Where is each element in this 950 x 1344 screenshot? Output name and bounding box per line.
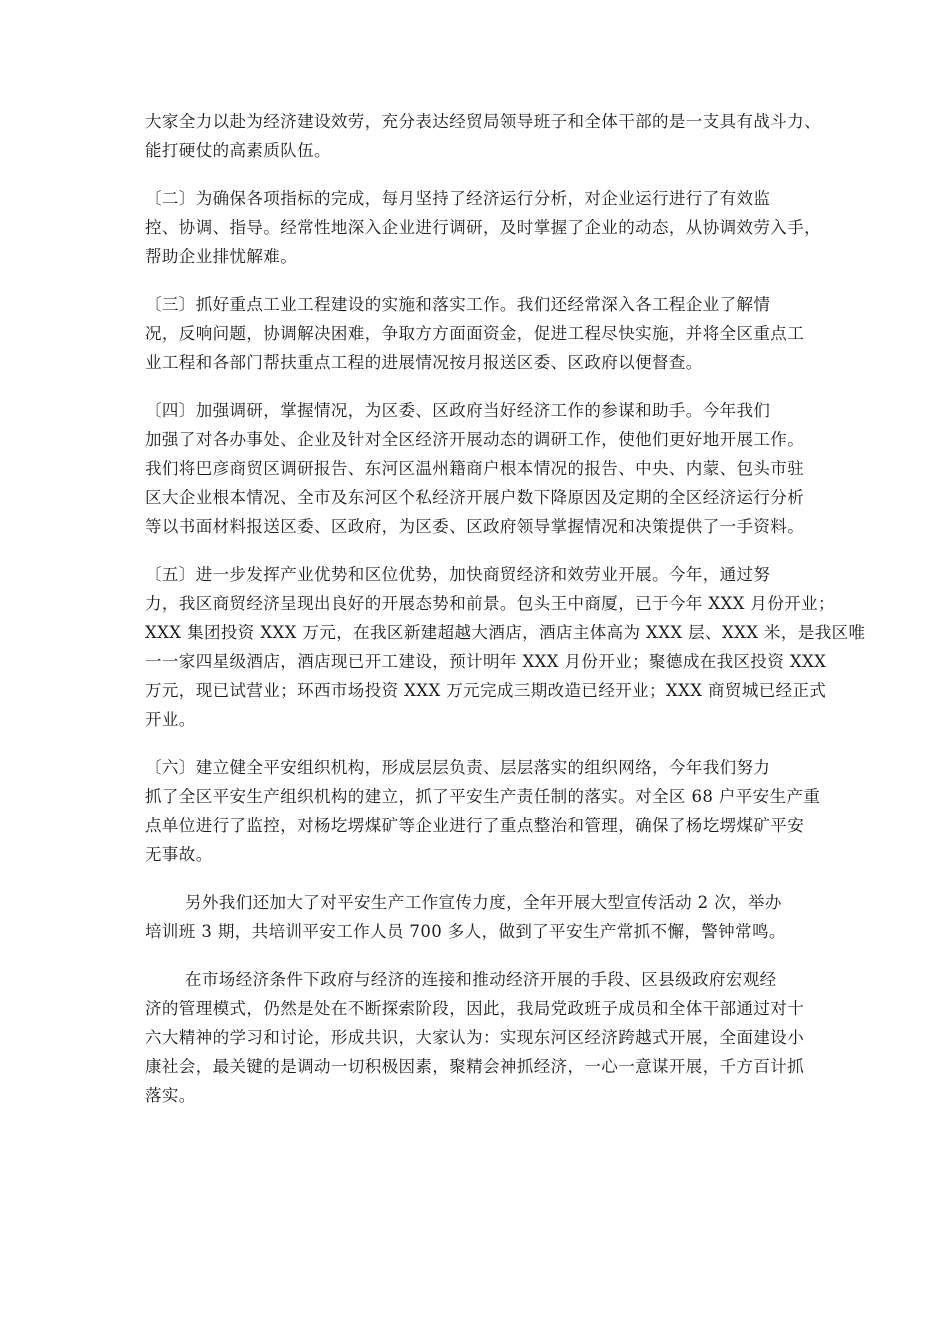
text-line: 等以书面材料报送区委、区政府，为区委、区政府领导掌握情况和决策提供了一手资料。: [145, 517, 805, 536]
text-line: 我们将巴彦商贸区调研报告、东河区温州籍商户根本情况的报告、中央、内蒙、包头市驻: [145, 459, 805, 478]
paragraph-intro-continuation: [145, 107, 821, 165]
text-line: 在市场经济条件下政府与经济的连接和推动经济开展的手段、区县级政府宏观经: [185, 970, 777, 989]
paragraph-safety-publicity: [145, 888, 805, 946]
paragraph-section-4: [145, 396, 805, 541]
text-line: 〔五〕进一步发挥产业优势和区位优势，加快商贸经济和效劳业开展。今年，通过努: [145, 565, 771, 584]
text-line: 万元，现已试营业；环西市场投资 XXX 万元完成三期改造已经开业；XXX 商贸城已经正式: [145, 681, 827, 700]
text-line: 〔二〕为确保各项指标的完成，每月坚持了经济运行分析，对企业运行进行了有效监: [145, 189, 771, 208]
text-line: 点单位进行了监控，对杨圪塄煤矿等企业进行了重点整治和管理，确保了杨圪塄煤矿平安: [145, 816, 805, 835]
document-page: [145, 107, 866, 1110]
text-line: 〔六〕建立健全平安组织机构，形成层层负责、层层落实的组织网络，今年我们努力: [145, 758, 771, 777]
paragraph-section-3: [145, 290, 805, 377]
text-line: XXX 集团投资 XXX 万元，在我区新建超越大酒店，酒店主体高为 XXX 层、XXX 米，是我区唯: [145, 623, 866, 642]
paragraph-section-6: [145, 753, 821, 869]
text-line: 帮助企业排忧解难。: [145, 247, 298, 266]
text-line: 落实。: [145, 1086, 196, 1105]
text-line: 一一家四星级酒店，酒店现已开工建设，预计明年 XXX 月份开业；聚德成在我区投资 XXX: [145, 652, 827, 671]
text-line: 济的管理模式，仍然是处在不断探索阶段，因此，我局党政班子成员和全体干部通过对十: [145, 999, 805, 1018]
text-line: 能打硬仗的高素质队伍。: [145, 141, 331, 160]
text-line: 控、协调、指导。经常性地深入企业进行调研，及时掌握了企业的动态，从协调效劳入手，: [145, 218, 821, 237]
text-line: 力，我区商贸经济呈现出良好的开展态势和前景。包头王中商厦，已于今年 XXX 月份开业；: [145, 594, 835, 613]
text-line: 另外我们还加大了对平安生产工作宣传力度，全年开展大型宣传活动 2 次，举办: [185, 893, 782, 912]
text-line: 无事故。: [145, 845, 213, 864]
text-line: 况，反响问题，协调解决困难，争取方方面面资金，促进工程尽快实施，并将全区重点工: [145, 324, 805, 343]
text-line: 加强了对各办事处、企业及针对全区经济开展动态的调研工作，使他们更好地开展工作。: [145, 430, 805, 449]
text-line: 培训班 3 期，共培训平安工作人员 700 多人，做到了平安生产常抓不懈，警钟常鸣。: [145, 922, 786, 941]
text-line: 〔三〕抓好重点工业工程建设的实施和落实工作。我们还经常深入各工程企业了解情: [145, 295, 771, 314]
text-line: 〔四〕加强调研，掌握情况，为区委、区政府当好经济工作的参谋和助手。今年我们: [145, 401, 771, 420]
paragraph-section-5: [145, 560, 866, 734]
text-line: 业工程和各部门帮扶重点工程的进展情况按月报送区委、区政府以便督查。: [145, 353, 703, 372]
text-line: 开业。: [145, 710, 196, 729]
paragraph-conclusion: [145, 965, 805, 1110]
text-line: 康社会，最关键的是调动一切积极因素，聚精会神抓经济，一心一意谋开展，千方百计抓: [145, 1057, 805, 1076]
text-line: 六大精神的学习和讨论，形成共识，大家认为：实现东河区经济跨越式开展，全面建设小: [145, 1028, 805, 1047]
text-line: 区大企业根本情况、全市及东河区个私经济开展户数下降原因及定期的全区经济运行分析: [145, 488, 805, 507]
text-line: 抓了全区平安生产组织机构的建立，抓了平安生产责任制的落实。对全区 68 户平安生产重: [145, 787, 821, 806]
paragraph-section-2: [145, 184, 821, 271]
text-line: 大家全力以赴为经济建设效劳，充分表达经贸局领导班子和全体干部的是一支具有战斗力、: [145, 112, 821, 131]
